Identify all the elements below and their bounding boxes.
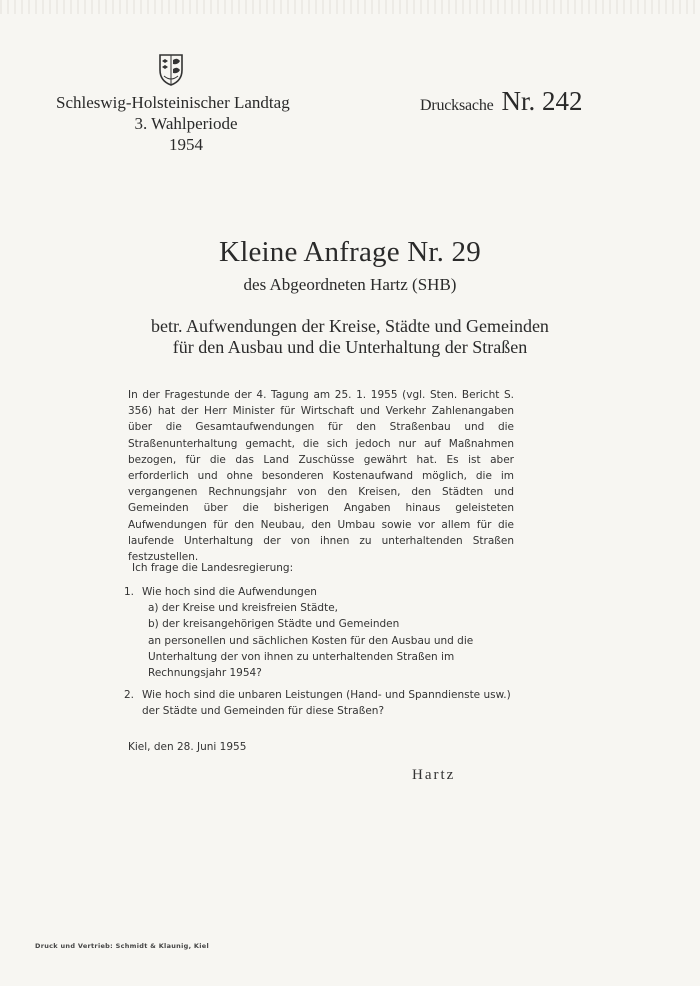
question-number: 1. xyxy=(124,586,135,598)
issuer-year: 1954 xyxy=(169,135,203,154)
question-2 xyxy=(124,687,516,719)
subject-line-1: betr. Aufwendungen der Kreise, Städte und Gemeinden xyxy=(151,316,549,336)
ask-intro: Ich frage die Landesregierung: xyxy=(132,562,294,574)
subject-line-2: für den Ausbau und die Unterhaltung der Straßen xyxy=(172,337,528,357)
question-lead: Wie hoch sind die Aufwendungen xyxy=(142,586,317,598)
document-subtitle: des Abgeordneten Hartz (SHB) xyxy=(243,275,457,294)
drucksache-value: Nr. 242 xyxy=(501,86,583,116)
legislative-period: 3. Wahlperiode xyxy=(134,114,238,133)
scan-edge xyxy=(0,0,700,14)
question-option-b: b) der kreisangehörigen Städte und Gemeinden xyxy=(148,618,400,631)
subject xyxy=(0,316,700,358)
question-rest: an personellen und sächlichen Kosten für den Ausbau und die Unterhaltung der von ihnen zu unterhaltenden Straßen im Rechnungsjahr 1954? xyxy=(148,634,474,680)
signature: Hartz xyxy=(412,767,456,783)
question-number: 2. xyxy=(124,689,135,701)
issuer-block xyxy=(56,92,316,155)
question-option-a: a) der Kreise und kreisfreien Städte, xyxy=(148,602,338,615)
coat-of-arms-icon xyxy=(158,52,184,86)
body-text xyxy=(128,387,514,565)
drucksache-number xyxy=(420,86,640,117)
place-date: Kiel, den 28. Juni 1955 xyxy=(128,741,247,753)
question-1 xyxy=(124,584,516,681)
drucksache-label: Drucksache xyxy=(420,97,494,114)
issuer-name: Schleswig-Holsteinischer Landtag xyxy=(56,93,290,112)
intro-paragraph: In der Fragestunde der 4. Tagung am 25. 1. 1955 (vgl. Sten. Bericht S. 356) hat der Herr Minister für Wirtschaft und Verkehr Zahlenangaben über die Gesamtaufwendungen für den Straßenbau und die Straßenunterhaltung gemacht, die sich jedoch nur auf Maßnahmen bezogen, für die das Land Zuschüsse gewährt hat. Es ist aber erforderlich und ohne besonderen Kostenaufwand möglich, die im vergangenen Rechnungsjahr von den Kreisen, den Städten und Gemeinden über die bisherigen Angaben hinaus geleisteten Aufwendungen für den Neubau, den Umbau sowie vor allem für die laufende Unterhaltung der von ihnen zu unterhaltenden Straßen festzustellen. xyxy=(128,389,514,564)
question-text: Wie hoch sind die unbaren Leistungen (Hand- und Spanndienste usw.) der Städte und Gemeinden für diese Straßen? xyxy=(142,689,511,718)
printer-footer: Druck und Vertrieb: Schmidt & Klaunig, Kiel xyxy=(35,942,210,950)
document-title: Kleine Anfrage Nr. 29 xyxy=(219,236,481,268)
